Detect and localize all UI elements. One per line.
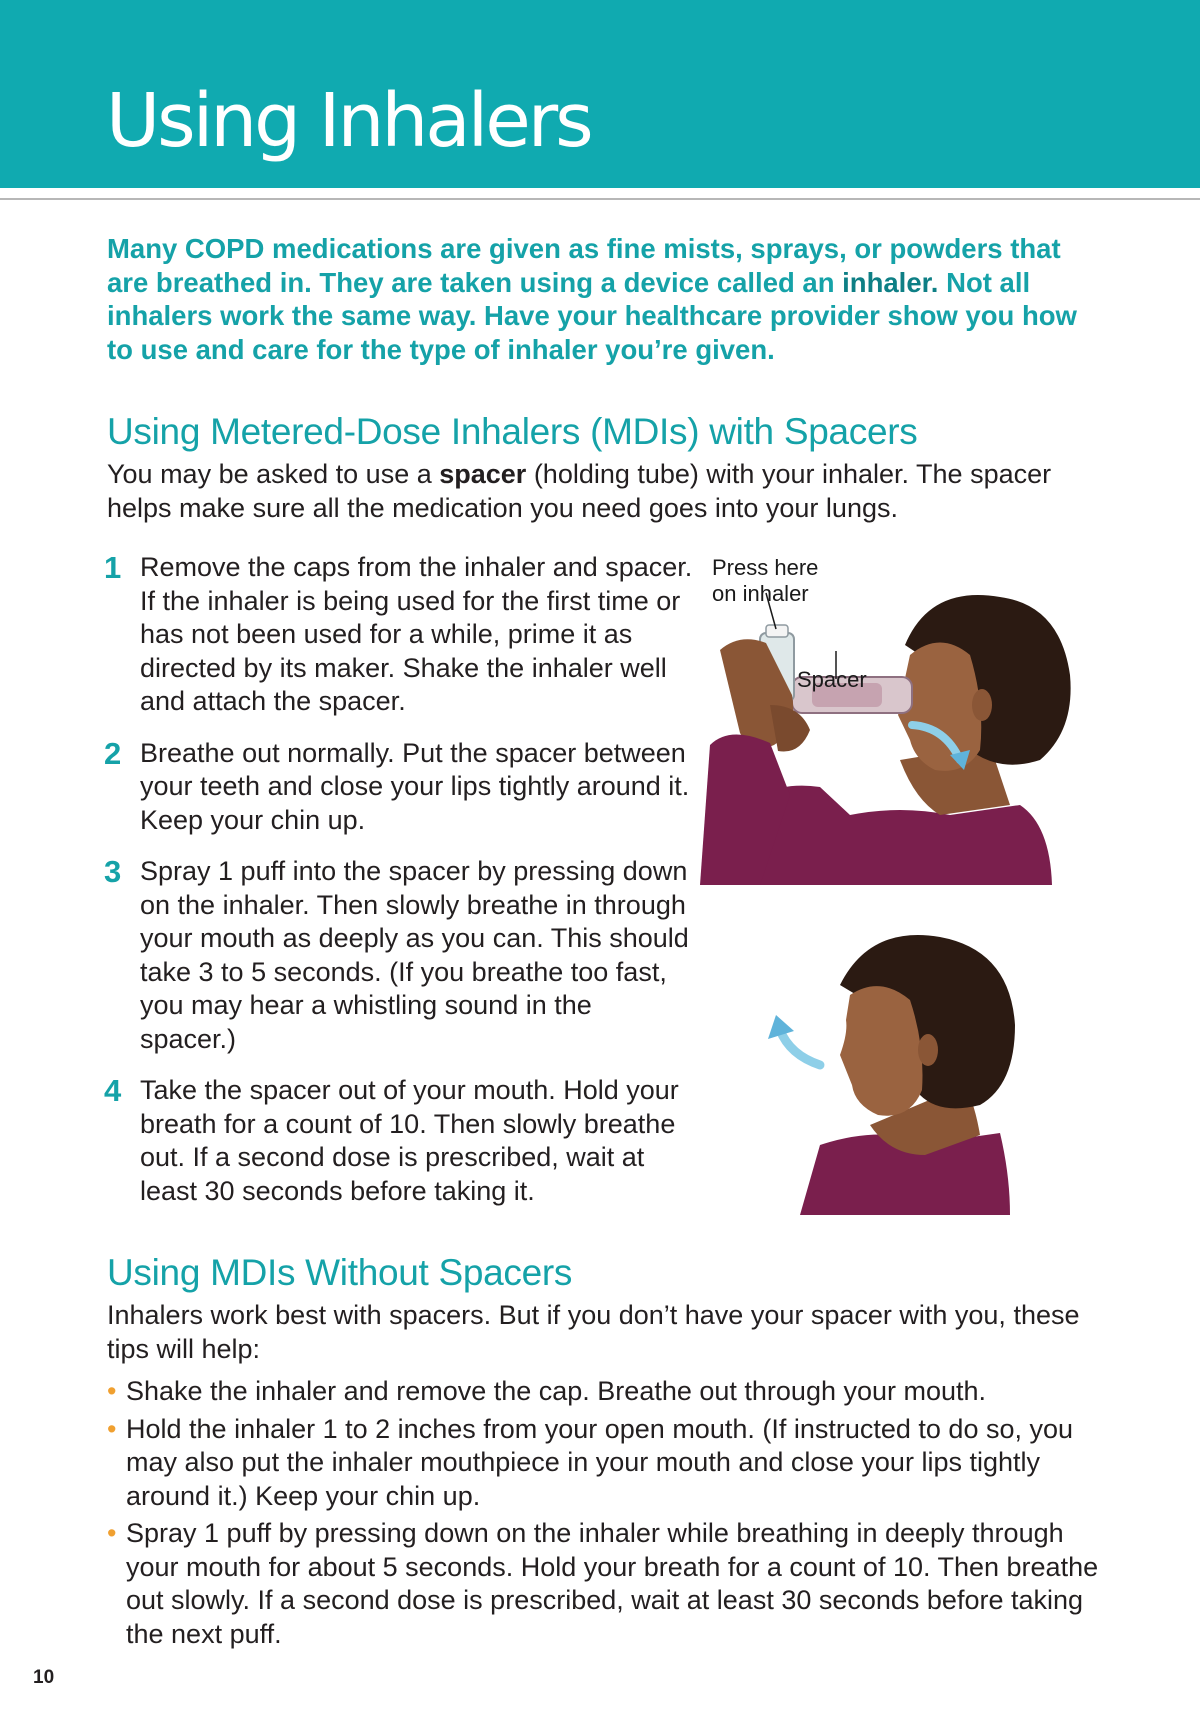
page-number: 10 xyxy=(33,1667,55,1688)
list-item-text: Spray 1 puff by pressing down on the inhaler while breathing in deeply through your mouth for about 5 seconds. Hold your breath for a count of 10. Then breathe out slowly. If a second dose is prescribed, wait at least 30 seconds before taking the next puff. xyxy=(126,1518,1099,1649)
step-number: 3 xyxy=(104,854,122,889)
press-here-label-line2: on inhaler xyxy=(712,581,809,606)
step-item xyxy=(104,551,694,719)
spacers-lead-paragraph xyxy=(107,458,1107,525)
spacers-lead-end: (holding tube) with your inhaler. The spacer helps make sure all the medication you need goes into your lungs. xyxy=(107,459,1052,523)
step-text: Remove the caps from the inhaler and spacer. If the inhaler is being used for the first time or has not been used for a while, prime it as directed by its maker. Shake the inhaler well and attach the spacer. xyxy=(140,552,693,716)
step-number: 4 xyxy=(104,1073,122,1108)
list-item xyxy=(107,1375,1107,1409)
section-heading-no-spacers: Using MDIs Without Spacers xyxy=(107,1252,573,1293)
page-title: Using Inhalers xyxy=(106,78,591,164)
step-text: Breathe out normally. Put the spacer between your teeth and close your lips tightly around it. Keep your chin up. xyxy=(140,737,690,835)
step-item xyxy=(104,1074,694,1208)
bullet-icon: • xyxy=(107,1518,117,1548)
list-item-text: Hold the inhaler 1 to 2 inches from your open mouth. (If instructed to do so, you may also put the inhaler mouthpiece in your mouth and close your lips tightly around it.) Keep your chin up. xyxy=(126,1413,1074,1511)
tips-list xyxy=(107,1375,1107,1655)
step-item xyxy=(104,737,694,838)
step-text: Spray 1 puff into the spacer by pressing down on the inhaler. Then slowly breathe in through your mouth as deeply as you can. This should take 3 to 5 seconds. (If you breathe too fast, you may hear a whistling sound in the spacer.) xyxy=(140,856,689,1054)
bullet-icon: • xyxy=(107,1413,117,1444)
intro-text-end: Not all inhalers work the same way. Have your healthcare provider show you how to use and care for the type of inhaler you’re given. xyxy=(107,266,1077,365)
inhaler-with-spacer-illustration xyxy=(700,555,1130,885)
header-divider xyxy=(0,198,1200,200)
steps-list xyxy=(104,551,694,1226)
spacers-lead-bold: spacer xyxy=(439,459,527,489)
spacer-label: Spacer xyxy=(797,667,867,692)
person-holding-breath-image xyxy=(760,915,1060,1215)
page-header xyxy=(0,0,1200,188)
intro-paragraph xyxy=(107,232,1107,366)
step-text: Take the spacer out of your mouth. Hold your breath for a count of 10. Then slowly breathe out. If a second dose is prescribed, wait at least 30 seconds before taking it. xyxy=(140,1075,679,1206)
step-number: 1 xyxy=(104,550,122,585)
list-item-text: Shake the inhaler and remove the cap. Breathe out through your mouth. xyxy=(126,1376,987,1406)
holding-breath-illustration xyxy=(760,915,1060,1215)
list-item xyxy=(107,1517,1107,1651)
press-here-label xyxy=(712,555,818,607)
step-number: 2 xyxy=(104,735,122,771)
step-item xyxy=(104,855,694,1056)
press-here-label-line1: Press here xyxy=(712,555,819,580)
intro-text-start: Many COPD medications are given as fine mists, sprays, or powders that are breathed in. They are taken using a device called an xyxy=(107,233,1061,298)
intro-bold-term: inhaler. xyxy=(842,266,939,298)
section-heading-spacers: Using Metered-Dose Inhalers (MDIs) with Spacers xyxy=(107,411,918,452)
bullet-icon: • xyxy=(107,1376,117,1406)
list-item xyxy=(107,1413,1107,1514)
spacers-lead-start: You may be asked to use a xyxy=(107,459,440,489)
no-spacers-lead-paragraph: Inhalers work best with spacers. But if you don’t have your spacer with you, these tips will help: xyxy=(107,1300,1080,1364)
